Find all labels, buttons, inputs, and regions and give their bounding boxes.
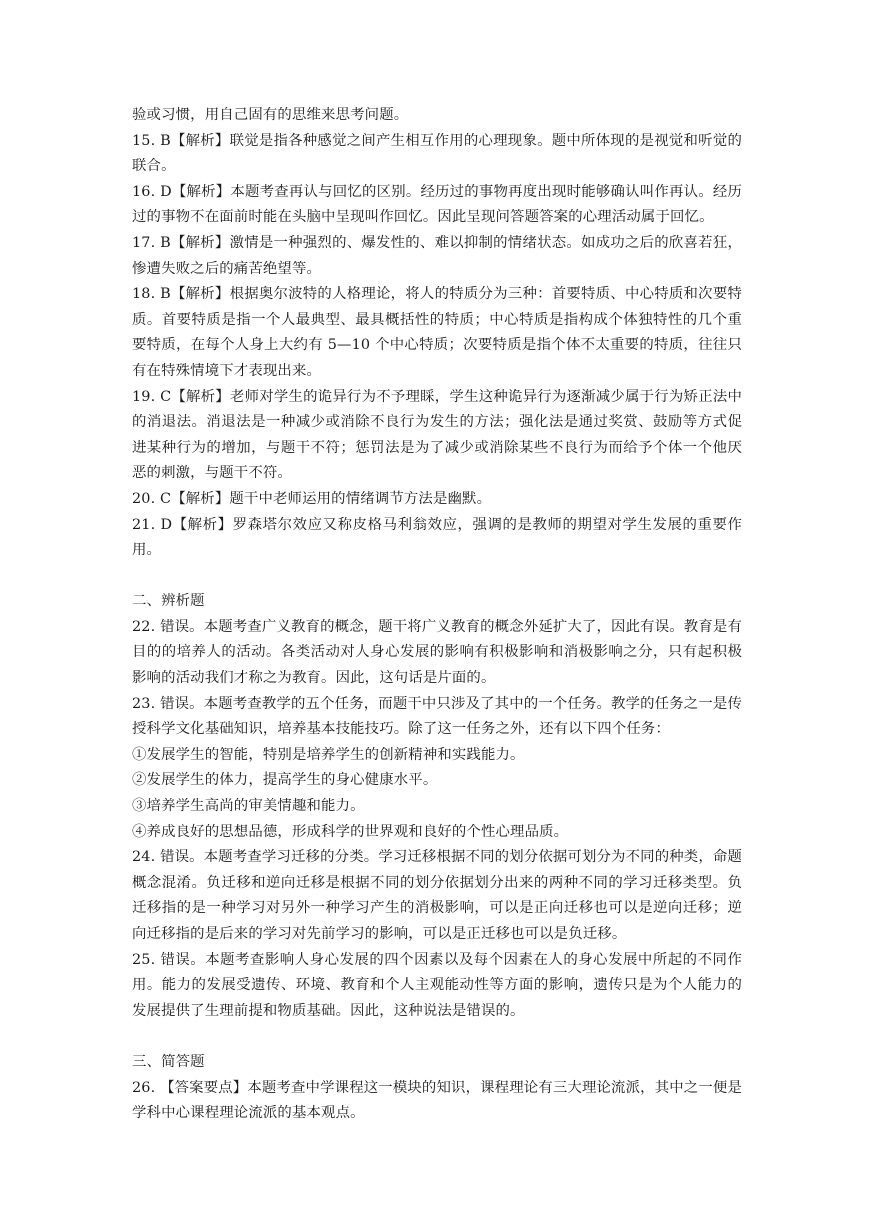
paragraph-q20: 20. C【解析】题干中老师运用的情绪调节方法是幽默。	[132, 490, 492, 507]
section-heading-discrimination: 二、辨析题	[132, 593, 205, 610]
paragraph-q18: 18. B【解析】根据奥尔波特的人格理论，将人的特质分为三种：首要特质、中心特质和次要特质。首要特质是指一个人最典型、最具概括性的特质；中心特质是指构成个体独特性的几个重要特质，在每个人身上大约有 5—10 个中心特质；次要特质是指个体不太重要的特质，往往只有在特殊情境下才表现出来。	[132, 286, 742, 379]
section-spacer	[132, 564, 742, 590]
list-item-task-3: ③培养学生高尚的审美情趣和能力。	[132, 798, 365, 815]
section-heading-short-answer: 三、简答题	[132, 1053, 205, 1070]
paragraph-q19: 19. C【解析】老师对学生的诡异行为不予理睬，学生这种诡异行为逐渐减少属于行为矫正法中的消退法。消退法是一种减少或消除不良行为发生的方法；强化法是通过奖赏、鼓励等方式促进某种行为的增加，与题干不符；惩罚法是为了减少或消除某些不良行为而给予个体一个他厌恶的刺激，与题干不符。	[132, 388, 742, 482]
paragraph-q24: 24. 错误。本题考查学习迁移的分类。学习迁移根据不同的划分依据可划分为不同的种类，命题概念混淆。负迁移和逆向迁移是根据不同的划分依据划分出来的两种不同的学习迁移类型。负迁移指的是一种学习对另外一种学习产生的消极影响，可以是正向迁移也可以是逆向迁移；逆向迁移指的是后来的学习对先前学习的影响，可以是正迁移也可以是负迁移。	[132, 849, 742, 942]
list-item-task-1: ①发展学生的智能，特别是培养学生的创新精神和实践能力。	[132, 746, 525, 763]
paragraph-q22: 22. 错误。本题考查广义教育的概念，题干将广义教育的概念外延扩大了，因此有误。教育是有目的的培养人的活动。各类活动对人身心发展的影响有积极影响和消极影响之分，只有起积极影响的活动我们才称之为教育。因此，这句话是片面的。	[132, 618, 742, 687]
paragraph-q23: 23. 错误。本题考查教学的五个任务，而题干中只涉及了其中的一个任务。教学的任务之一是传授科学文化基础知识，培养基本技能技巧。除了这一任务之外，还有以下四个任务：	[132, 695, 742, 738]
paragraph-q21: 21. D【解析】罗森塔尔效应又称皮格马利翁效应，强调的是教师的期望对学生发展的重要作用。	[132, 516, 742, 559]
paragraph-q15: 15. B【解析】联觉是指各种感觉之间产生相互作用的心理现象。题中所体现的是视觉和听觉的联合。	[132, 132, 742, 175]
document-page	[132, 103, 742, 1127]
paragraph-q17: 17. B【解析】激情是一种强烈的、爆发性的、难以抑制的情绪状态。如成功之后的欣喜若狂，惨遭失败之后的痛苦绝望等。	[132, 234, 742, 277]
paragraph-q26: 26. 【答案要点】本题考查中学课程这一模块的知识，课程理论有三大理论流派，其中之一便是学科中心课程理论流派的基本观点。	[132, 1079, 742, 1122]
list-item-task-2: ②发展学生的体力，提高学生的身心健康水平。	[132, 772, 438, 789]
paragraph-q16: 16. D【解析】本题考查再认与回忆的区别。经历过的事物再度出现时能够确认叫作再认。经历过的事物不在面前时能在头脑中呈现叫作回忆。因此呈现问答题答案的心理活动属于回忆。	[132, 183, 742, 226]
paragraph-q25: 25. 错误。本题考查影响人身心发展的四个因素以及每个因素在人的身心发展中所起的不同作用。能力的发展受遗传、环境、教育和个人主观能动性等方面的影响，遗传只是为个人能力的发展提供了生理前提和物质基础。因此，这种说法是错误的。	[132, 951, 742, 1019]
list-item-task-4: ④养成良好的思想品德，形成科学的世界观和良好的个性心理品质。	[132, 823, 569, 840]
section-spacer	[132, 1024, 742, 1050]
paragraph-q14-continuation: 验或习惯，用自己固有的思维来思考问题。	[132, 107, 409, 123]
